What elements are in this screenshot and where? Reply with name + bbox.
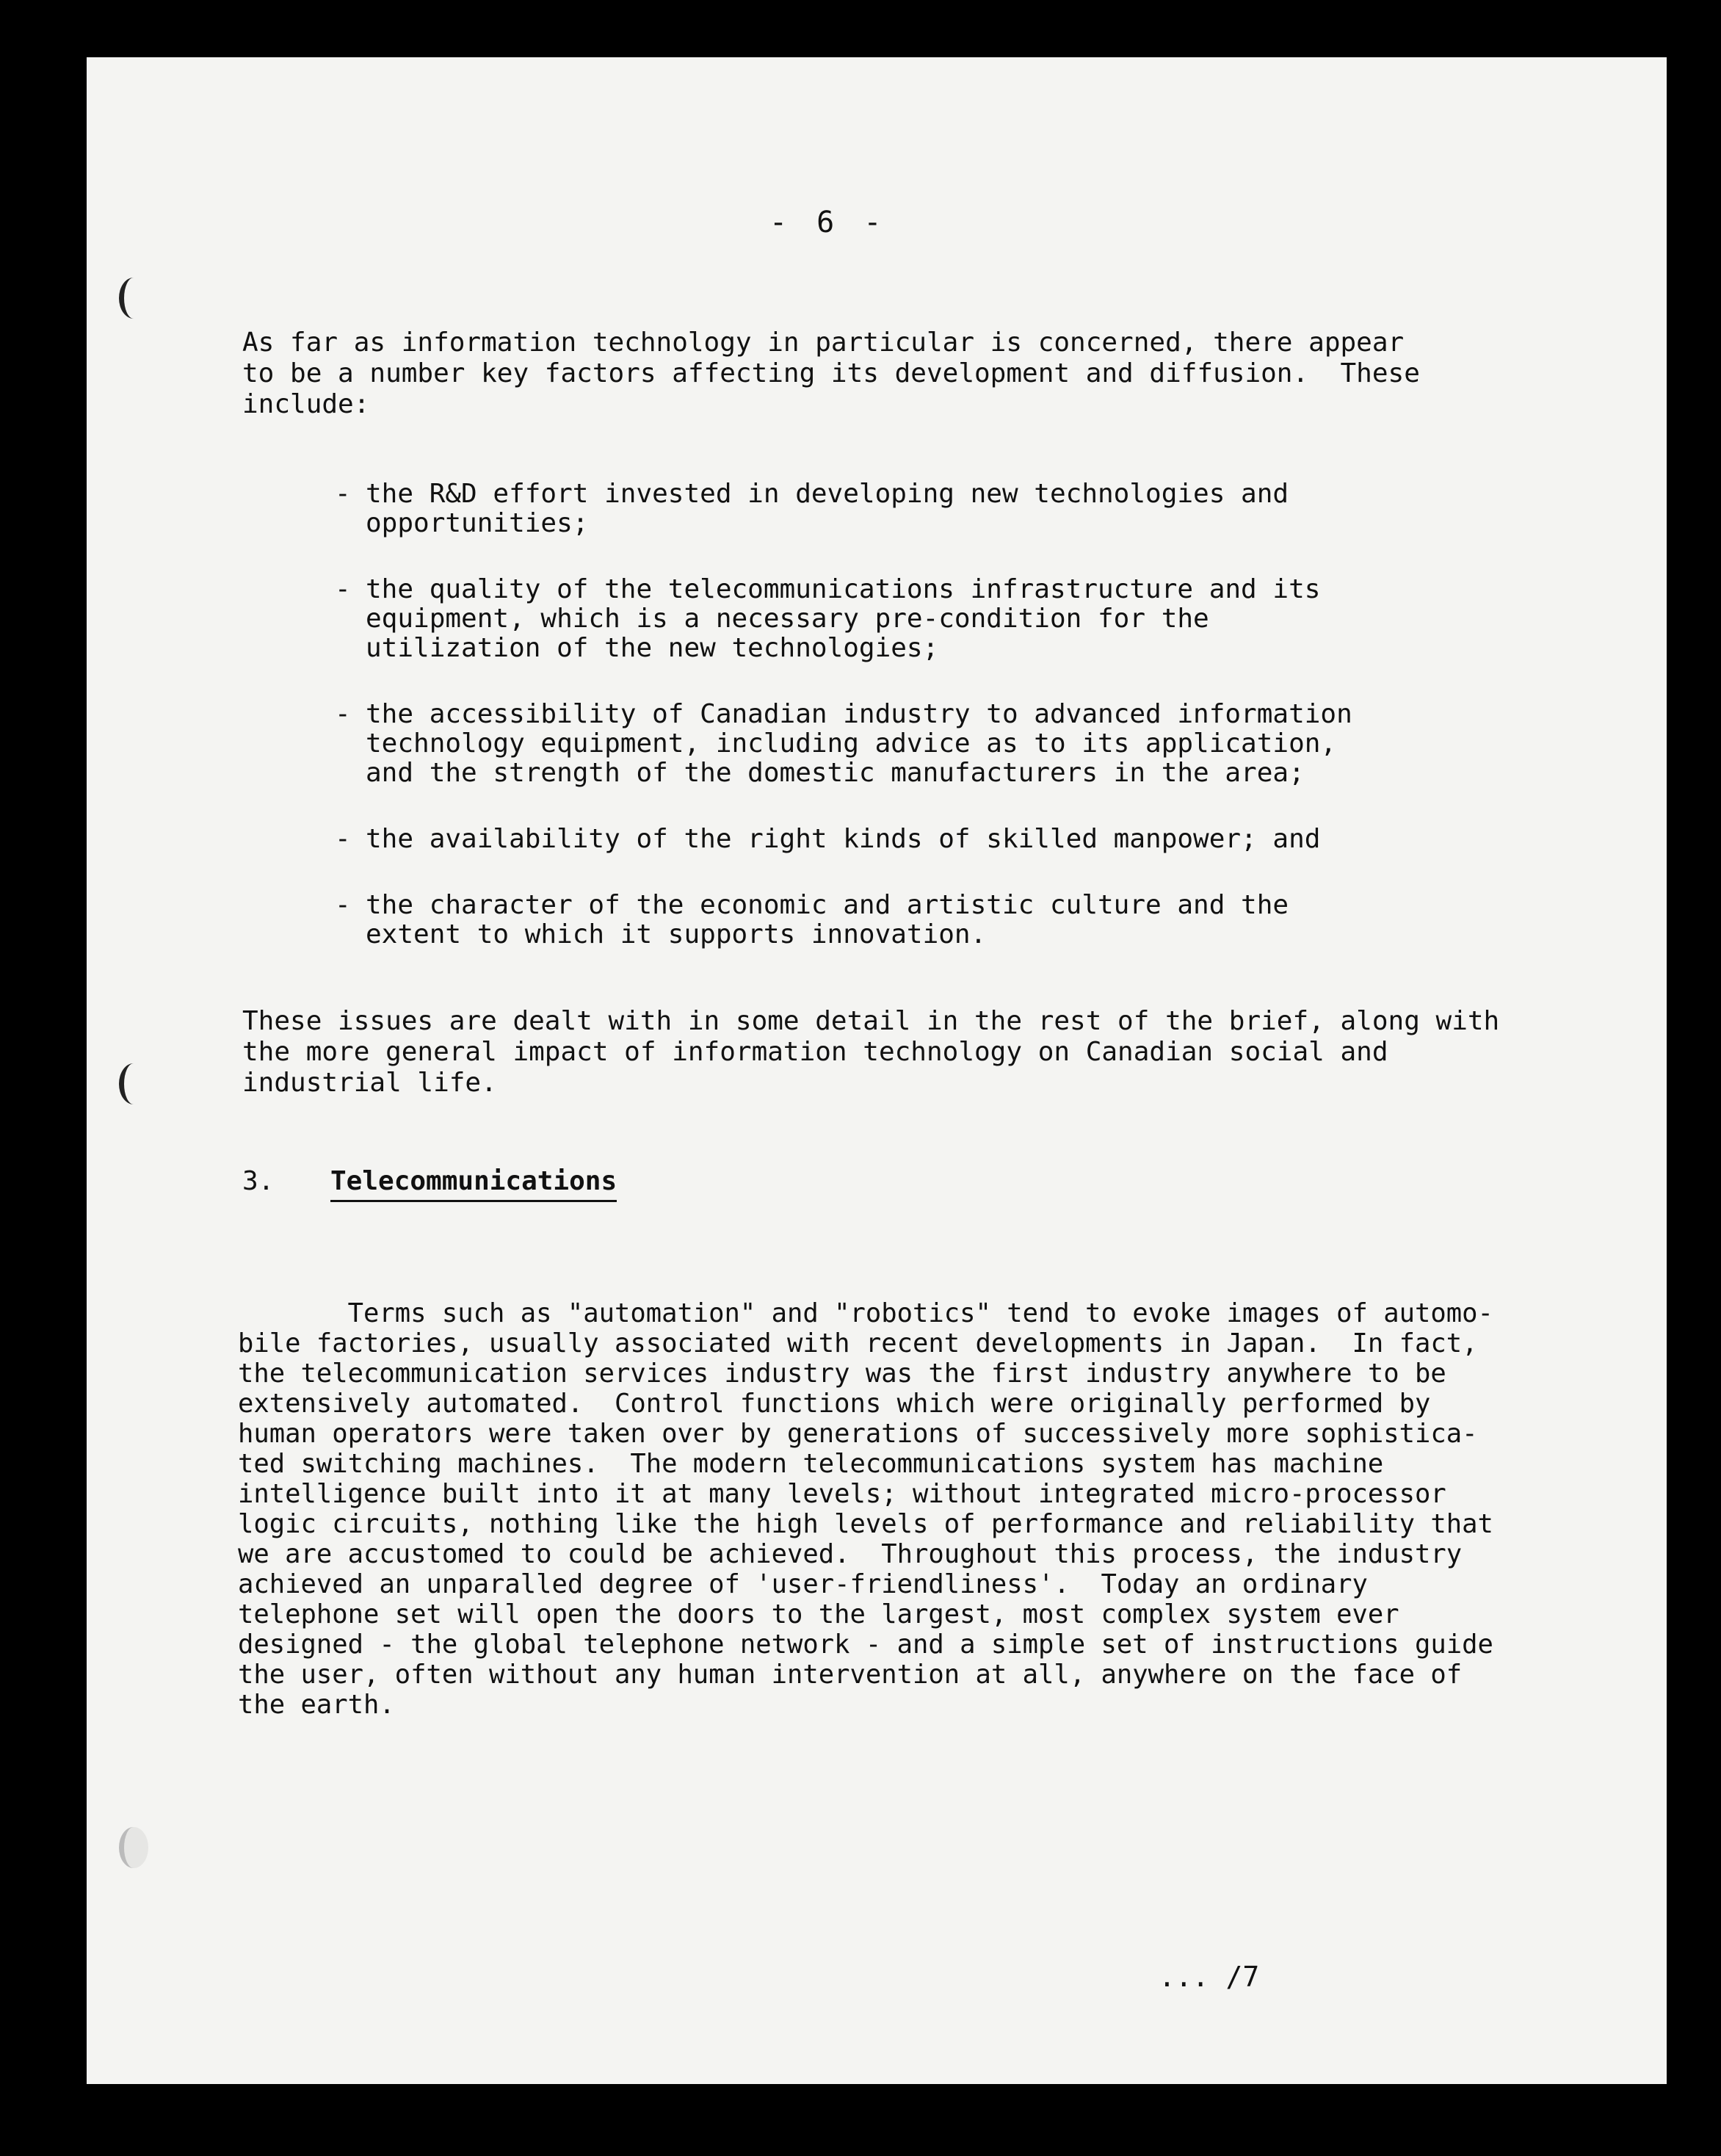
telecom-paragraph: Terms such as "automation" and "robotics" tend to evoke images of automo- bile factories, usually associated with recent developments in Japan. In fact, the telecommunication services industry was the first industry anywhere to be extensively automated. Control functions which were originally performed by human operators were taken over by generations of successively more sophistica- ted switching machines. The modern telecommunications system has machine intelligence built into it at many levels; without integrated micro-processor logic circuits, nothing like the high levels of performance and reliability that we are accustomed to could be achieved. Throughout this process, the industry achieved an unparalled degree of 'user-friendliness'. Today an ordinary telephone set will open the doors to the largest, most complex system ever designed - the global telephone network - and a simple set of instructions guide the user, often without any human intervention at all, anywhere on the face of the earth. [238,1298,1493,1720]
list-item-text: the quality of the telecommunications infrastructure and its equipment, which is a necessary pre-condition for the utilization of the new technologies; [366,574,1321,663]
list-item-text: the accessibility of Canadian industry to advanced information technology equipment, including advice as to its application, and the strength of the domestic manufacturers in the area; [366,699,1352,788]
list-item-text: the R&D effort invested in developing new technologies and opportunities; [366,479,1289,538]
section-title: Telecommunications [330,1166,617,1202]
bullet-dash: - [335,824,351,854]
list-item-text: the availability of the right kinds of skilled manpower; and [366,824,1321,854]
document-page [87,57,1667,2084]
intro-paragraph [242,328,1420,420]
punch-hole-icon [119,278,148,319]
bullet-dash: - [335,574,351,604]
continued-marker: ... /7 [1159,1961,1260,1993]
punch-hole-icon [119,1063,148,1104]
bullet-dash: - [335,890,351,920]
page-number: - 6 - [769,206,888,239]
intro-text: As far as information technology in particular is concerned, there appear to be a number key factors affecting its development and diffusion. These include: [242,328,1420,419]
bullet-dash: - [335,699,351,729]
punch-hole-icon [119,1827,148,1868]
list-item-text: the character of the economic and artistic culture and the extent to which it supports innovation. [366,890,1289,949]
section-number: 3. [242,1166,275,1196]
issues-paragraph: These issues are dealt with in some detail in the rest of the brief, along with the more general impact of information technology on Canadian social and industrial life. [242,1006,1500,1098]
bullet-dash: - [335,479,351,509]
